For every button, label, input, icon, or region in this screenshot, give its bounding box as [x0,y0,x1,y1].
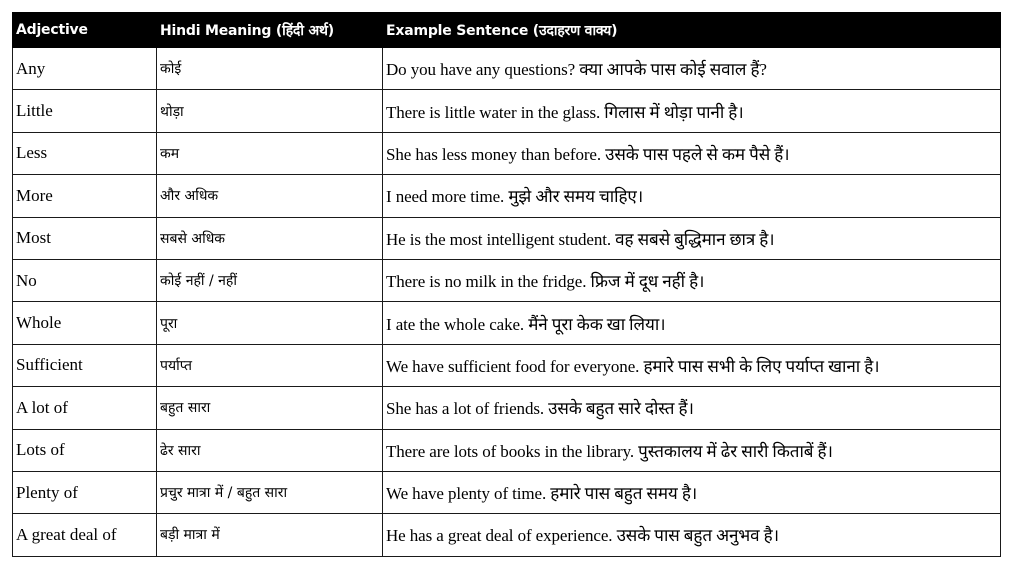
hindi-meaning-cell: बड़ी मात्रा में [157,514,383,556]
table-row [13,90,1001,132]
table-row [13,429,1001,471]
example-sentence-cell: There is little water in the glass. गिलास में थोड़ा पानी है। [383,90,1001,132]
adjective-table [12,12,1001,557]
table-row [13,387,1001,429]
example-sentence-cell: She has a lot of friends. उसके बहुत सारे दोस्त हैं। [383,387,1001,429]
example-sentence-cell: There is no milk in the fridge. फ्रिज में दूध नहीं है। [383,259,1001,301]
hindi-meaning-cell: पर्याप्त [157,344,383,386]
hindi-meaning-cell: कम [157,132,383,174]
adjective-cell: Sufficient [13,344,157,386]
adjective-cell: Plenty of [13,471,157,513]
table-row [13,302,1001,344]
header-example-sentence: Example Sentence (उदाहरण वाक्य) [383,13,1001,48]
adjective-cell: Lots of [13,429,157,471]
adjective-cell: No [13,259,157,301]
table-row [13,132,1001,174]
example-sentence-cell: We have plenty of time. हमारे पास बहुत समय है। [383,471,1001,513]
header-row [13,13,1001,48]
hindi-meaning-cell: कोई [157,48,383,90]
hindi-meaning-cell: बहुत सारा [157,387,383,429]
hindi-meaning-cell: पूरा [157,302,383,344]
adjective-cell: A great deal of [13,514,157,556]
table-row [13,344,1001,386]
example-sentence-cell: I need more time. मुझे और समय चाहिए। [383,175,1001,217]
table-body [13,48,1001,557]
example-sentence-cell: There are lots of books in the library. पुस्तकालय में ढेर सारी किताबें हैं। [383,429,1001,471]
adjective-cell: Little [13,90,157,132]
example-sentence-cell: I ate the whole cake. मैंने पूरा केक खा लिया। [383,302,1001,344]
table-row [13,514,1001,556]
table-row [13,259,1001,301]
adjective-cell: More [13,175,157,217]
example-sentence-cell: We have sufficient food for everyone. हमारे पास सभी के लिए पर्याप्त खाना है। [383,344,1001,386]
adjective-cell: Any [13,48,157,90]
hindi-meaning-cell: कोई नहीं / नहीं [157,259,383,301]
adjective-table-container [12,12,1000,557]
hindi-meaning-cell: प्रचुर मात्रा में / बहुत सारा [157,471,383,513]
adjective-cell: A lot of [13,387,157,429]
example-sentence-cell: He is the most intelligent student. वह सबसे बुद्धिमान छात्र है। [383,217,1001,259]
header-hindi-meaning: Hindi Meaning (हिंदी अर्थ) [157,13,383,48]
table-header [13,13,1001,48]
adjective-cell: Whole [13,302,157,344]
hindi-meaning-cell: थोड़ा [157,90,383,132]
header-adjective: Adjective [13,13,157,48]
example-sentence-cell: Do you have any questions? क्या आपके पास कोई सवाल हैं? [383,48,1001,90]
hindi-meaning-cell: सबसे अधिक [157,217,383,259]
table-row [13,217,1001,259]
example-sentence-cell: She has less money than before. उसके पास पहले से कम पैसे हैं। [383,132,1001,174]
table-row [13,175,1001,217]
hindi-meaning-cell: ढेर सारा [157,429,383,471]
table-row [13,48,1001,90]
hindi-meaning-cell: और अधिक [157,175,383,217]
example-sentence-cell: He has a great deal of experience. उसके पास बहुत अनुभव है। [383,514,1001,556]
adjective-cell: Most [13,217,157,259]
adjective-cell: Less [13,132,157,174]
table-row [13,471,1001,513]
